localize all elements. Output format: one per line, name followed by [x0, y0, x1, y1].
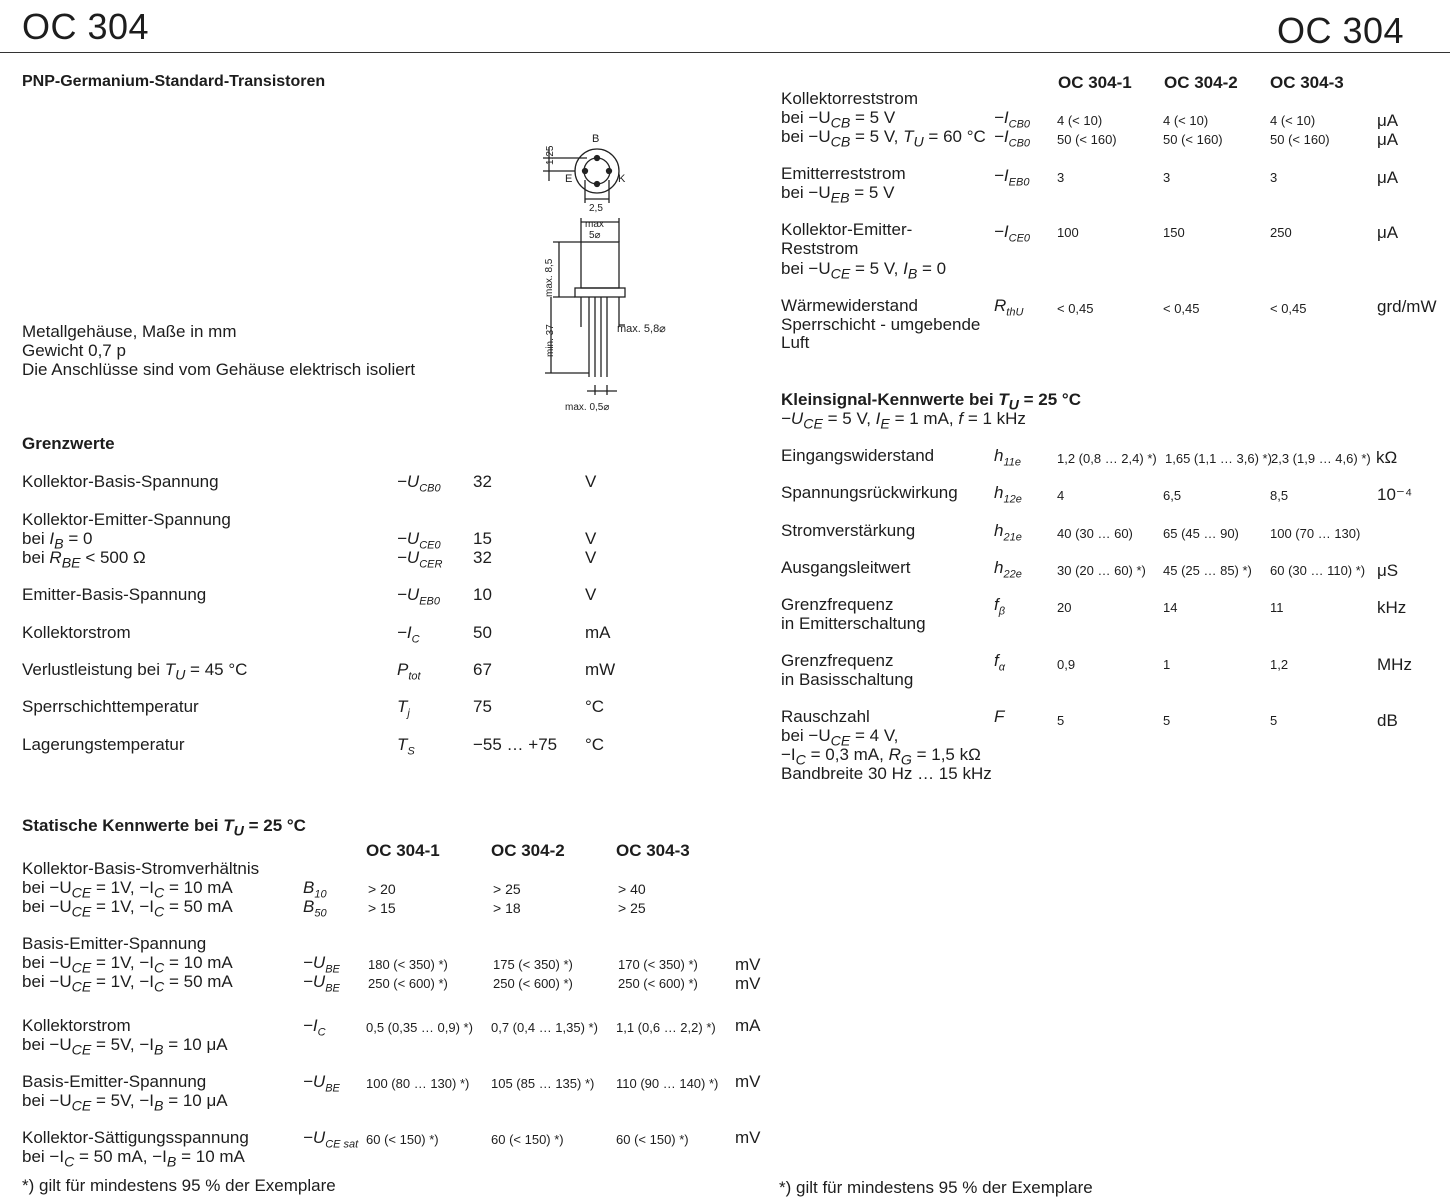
static-value: 100 (80 … 130) *)	[366, 1076, 470, 1091]
param-unit: μA	[1377, 111, 1399, 130]
param-condition: bei $-U_{CE} = 4$ V,	[781, 726, 899, 750]
param-label: Rauschzahl	[781, 707, 870, 726]
param-symbol: F	[994, 707, 1005, 726]
dim-max-0-5: max. 0,5⌀	[565, 402, 610, 413]
param-value: 50 (< 160)	[1057, 132, 1117, 147]
param-unit: μA	[1377, 223, 1399, 242]
static-condition: bei $-U_{CE} = 1V$, $-I_C = 50$ mA	[22, 972, 233, 996]
param-value: 60 (30 … 110) *)	[1270, 563, 1366, 578]
static-value: > 25	[493, 881, 521, 897]
param-label: Luft	[781, 333, 810, 352]
param-value: 11	[1270, 600, 1284, 615]
param-value: 3	[1270, 170, 1278, 185]
housing-line-2: Gewicht 0,7 p	[22, 341, 126, 360]
param-value: 6,5	[1163, 488, 1182, 503]
limit-unit: V	[585, 472, 597, 491]
param-value: 1,2	[1270, 657, 1289, 672]
static-value: 250 (< 600) *)	[368, 976, 448, 991]
param-condition: bei $-U_{CB} = 5$ V, $T_U = 60$ °C	[781, 127, 986, 151]
limit-unit: V	[585, 585, 597, 604]
static-unit: mV	[735, 1128, 761, 1147]
col-header-3: OC 304-3	[1270, 73, 1344, 92]
param-symbol: $-I_{EB0}$	[994, 166, 1030, 189]
param-label: Spannungsrückwirkung	[781, 483, 958, 502]
param-label: Grenzfrequenz	[781, 595, 894, 614]
param-symbol: $-I_{CE0}$	[994, 222, 1031, 245]
static-unit: mA	[735, 1016, 761, 1035]
param-value: 2,3 (1,9 … 4,6) *)	[1271, 451, 1371, 466]
small-signal-heading: Kleinsignal-Kennwerte bei $T_U = 25$ °C	[781, 390, 1081, 414]
static-unit: mV	[735, 1072, 761, 1091]
dim-5-diameter: 5⌀	[589, 230, 601, 241]
param-label: Stromverstärkung	[781, 521, 916, 540]
static-value: > 15	[368, 900, 396, 916]
param-symbol: $-I_{CB0}$	[994, 108, 1031, 131]
param-value: 5	[1270, 713, 1278, 728]
param-value: < 0,45	[1057, 301, 1094, 316]
static-label: Kollektor-Basis-Stromverhältnis	[22, 859, 260, 878]
param-value: 14	[1163, 600, 1178, 615]
side-view	[545, 218, 625, 395]
limit-symbol: $-U_{CE0}$	[397, 529, 441, 552]
param-symbol: $h_{12e}$	[994, 483, 1022, 506]
static-label: Kollektor-Sättigungsspannung	[22, 1128, 249, 1147]
param-value: 30 (20 … 60) *)	[1057, 563, 1146, 578]
param-label: Kollektorreststrom	[781, 89, 918, 108]
param-value: 3	[1057, 170, 1065, 185]
static-symbol: $B_{50}$	[303, 897, 327, 920]
limit-value: 32	[473, 548, 492, 567]
static-value: 175 (< 350) *)	[493, 957, 573, 972]
static-value: 110 (90 … 140) *)	[616, 1076, 719, 1091]
param-value: 50 (< 160)	[1163, 132, 1223, 147]
param-unit: kΩ	[1376, 448, 1398, 467]
static-unit: mV	[735, 974, 761, 993]
dim-max-5-8: max. 5,8⌀	[617, 323, 666, 335]
limit-value: 15	[473, 529, 492, 548]
dim-2-5: 2,5	[589, 203, 603, 214]
param-condition: Bandbreite 30 Hz … 15 kHz	[781, 764, 992, 783]
static-value: > 25	[618, 900, 646, 916]
param-symbol: $h_{21e}$	[994, 521, 1022, 544]
param-value: 20	[1057, 600, 1072, 615]
param-label: Reststrom	[781, 239, 859, 258]
param-value: 1	[1163, 657, 1171, 672]
static-label: Kollektorstrom	[22, 1016, 131, 1035]
pin-k-label: K	[618, 173, 626, 185]
param-value: 100 (70 … 130)	[1270, 526, 1361, 541]
dim-min-37: min. 37	[545, 324, 556, 357]
static-heading: Statische Kennwerte bei $T_U = 25$ °C	[22, 816, 306, 840]
param-value: 4 (< 10)	[1270, 113, 1316, 128]
limit-label: Emitter-Basis-Spannung	[22, 585, 207, 604]
static-condition: bei $-U_{CE} = 1V$, $-I_C = 10$ mA	[22, 878, 233, 902]
param-unit: μS	[1377, 561, 1399, 580]
limit-unit: V	[585, 548, 597, 567]
limit-condition: bei $R_{BE} < 500$ Ω	[22, 548, 146, 572]
param-label: Sperrschicht - umgebende	[781, 315, 981, 334]
static-value: 250 (< 600) *)	[618, 976, 698, 991]
param-unit: μA	[1377, 168, 1399, 187]
static-condition: bei $-U_{CE} = 1V$, $-I_C = 50$ mA	[22, 897, 233, 921]
static-value: > 40	[618, 881, 646, 897]
param-value: 4 (< 10)	[1057, 113, 1103, 128]
limit-unit: °C	[585, 697, 605, 716]
param-value: 4 (< 10)	[1163, 113, 1209, 128]
limit-label: Kollektor-Emitter-Spannung	[22, 510, 231, 529]
param-condition: bei $-U_{CE} = 5$ V, $I_B = 0$	[781, 259, 947, 283]
static-symbol: $-U_{BE}$	[303, 972, 340, 995]
param-label: in Emitterschaltung	[781, 614, 926, 633]
static-value: 0,5 (0,35 … 0,9) *)	[366, 1020, 473, 1035]
dim-max-8-5: max. 8,5	[544, 258, 555, 297]
param-value: < 0,45	[1270, 301, 1307, 316]
static-symbol: $-U_{BE}$	[303, 953, 340, 976]
param-symbol: $h_{22e}$	[994, 558, 1022, 581]
static-label: Basis-Emitter-Spannung	[22, 934, 207, 953]
static-condition: bei $-U_{CE} = 5V$, $-I_B = 10$ μA	[22, 1035, 228, 1059]
limit-value: −55 … +75	[473, 735, 558, 754]
param-symbol: $f_\alpha$	[994, 651, 1006, 674]
param-value: 250	[1270, 225, 1292, 240]
static-value: 60 (< 150) *)	[616, 1132, 689, 1147]
static-value: 1,1 (0,6 … 2,2) *)	[616, 1020, 716, 1035]
param-label: Grenzfrequenz	[781, 651, 894, 670]
small-signal-conditions: $-U_{CE} = 5$ V, $I_E = 1$ mA, f = 1 kHz	[781, 409, 1026, 433]
static-value: 250 (< 600) *)	[493, 976, 573, 991]
page-title-right: OC 304	[1277, 10, 1405, 51]
pin-b-label: B	[592, 133, 600, 145]
limit-symbol: $T_j$	[397, 697, 410, 720]
static-label: Basis-Emitter-Spannung	[22, 1072, 207, 1091]
package-diagram	[525, 125, 680, 415]
param-symbol: $h_{11e}$	[994, 446, 1022, 469]
limit-label: Sperrschichttemperatur	[22, 697, 199, 716]
limit-value: 32	[473, 472, 492, 491]
header-rule-left	[0, 52, 765, 53]
limit-unit: V	[585, 529, 597, 548]
param-label: Wärmewiderstand	[781, 296, 918, 315]
limit-symbol: $-U_{CER}$	[397, 548, 443, 571]
limit-symbol: $P_{tot}$	[397, 660, 421, 683]
limit-symbol: $-U_{CB0}$	[397, 472, 441, 495]
housing-line-1: Metallgehäuse, Maße in mm	[22, 322, 237, 341]
static-unit: mV	[735, 955, 761, 974]
param-value: 3	[1163, 170, 1171, 185]
param-value: 4	[1057, 488, 1065, 503]
param-symbol: $-I_{CB0}$	[994, 127, 1031, 150]
static-condition: bei $-U_{CE} = 5V$, $-I_B = 10$ μA	[22, 1091, 228, 1115]
limit-unit: °C	[585, 735, 605, 754]
param-value: 1,2 (0,8 … 2,4) *)	[1057, 451, 1157, 466]
dim-1-25: 1,25	[545, 145, 556, 165]
limit-condition: bei $I_B = 0$	[22, 529, 93, 553]
static-symbol: $-U_{BE}$	[303, 1072, 340, 1095]
param-symbol: $f_\beta$	[994, 595, 1006, 618]
static-value: 60 (< 150) *)	[366, 1132, 439, 1147]
param-label: Emitterreststrom	[781, 164, 906, 183]
param-value: 65 (45 … 90)	[1163, 526, 1239, 541]
limit-unit: mA	[585, 623, 611, 642]
param-value: 100	[1057, 225, 1079, 240]
footnote-right: *) gilt für mindestens 95 % der Exemplare	[779, 1178, 1093, 1197]
static-value: > 18	[493, 900, 521, 916]
col-header-3: OC 304-3	[616, 841, 690, 860]
param-label: Kollektor-Emitter-	[781, 220, 913, 239]
param-value: 1,65 (1,1 … 3,6) *)	[1165, 451, 1272, 466]
limit-label: Lagerungstemperatur	[22, 735, 185, 754]
static-value: 105 (85 … 135) *)	[491, 1076, 595, 1091]
col-header-1: OC 304-1	[1058, 73, 1132, 92]
header-rule-right	[765, 52, 1450, 53]
param-value: 0,9	[1057, 657, 1076, 672]
static-symbol: $B_{10}$	[303, 878, 327, 901]
param-label: Ausgangsleitwert	[781, 558, 911, 577]
param-unit: μA	[1377, 130, 1399, 149]
page-title-left: OC 304	[22, 6, 150, 47]
limit-label: Verlustleistung bei $T_U = 45$ °C	[22, 660, 248, 684]
limit-unit: mW	[585, 660, 616, 679]
limit-symbol: $-I_C$	[397, 623, 420, 646]
param-value: 45 (25 … 85) *)	[1163, 563, 1252, 578]
section-heading: PNP-Germanium-Standard-Transistoren	[22, 73, 326, 90]
param-label: Eingangswiderstand	[781, 446, 935, 465]
limit-symbol: $T_S$	[397, 735, 415, 758]
static-value: 0,7 (0,4 … 1,35) *)	[491, 1020, 598, 1035]
static-value: 180 (< 350) *)	[368, 957, 448, 972]
param-label: in Basisschaltung	[781, 670, 914, 689]
static-value: 60 (< 150) *)	[491, 1132, 564, 1147]
grenzwerte-heading: Grenzwerte	[22, 434, 115, 453]
param-value: < 0,45	[1163, 301, 1200, 316]
param-condition: $-I_C = 0,3$ mA, $R_G = 1,5$ kΩ	[781, 745, 981, 769]
static-symbol: $-U_{CE sat}$	[303, 1128, 359, 1151]
col-header-2: OC 304-2	[491, 841, 565, 860]
limit-symbol: $-U_{EB0}$	[397, 585, 441, 608]
col-header-1: OC 304-1	[366, 841, 440, 860]
param-unit: grd/mW	[1377, 297, 1437, 316]
dim-max-label: max	[585, 219, 604, 230]
limit-value: 10	[473, 585, 492, 604]
param-value: 50 (< 160)	[1270, 132, 1330, 147]
static-condition: bei $-I_C = 50$ mA, $-I_B = 10$ mA	[22, 1147, 245, 1171]
limit-label: Kollektorstrom	[22, 623, 131, 642]
param-unit: 10⁻⁴	[1377, 485, 1413, 504]
static-condition: bei $-U_{CE} = 1V$, $-I_C = 10$ mA	[22, 953, 233, 977]
col-header-2: OC 304-2	[1164, 73, 1238, 92]
limit-value: 75	[473, 697, 492, 716]
param-value: 8,5	[1270, 488, 1289, 503]
param-unit: dB	[1377, 711, 1398, 730]
limit-label: Kollektor-Basis-Spannung	[22, 472, 219, 491]
param-symbol: $R_{thU}$	[994, 296, 1024, 319]
limit-value: 67	[473, 660, 492, 679]
param-value: 5	[1163, 713, 1171, 728]
param-value: 5	[1057, 713, 1065, 728]
static-value: 170 (< 350) *)	[618, 957, 698, 972]
param-unit: kHz	[1377, 598, 1407, 617]
housing-line-3: Die Anschlüsse sind vom Gehäuse elektrisch isoliert	[22, 360, 416, 379]
param-value: 40 (30 … 60)	[1057, 526, 1133, 541]
param-unit: MHz	[1377, 655, 1412, 674]
param-condition: bei $-U_{EB} = 5$ V	[781, 183, 895, 207]
param-value: 150	[1163, 225, 1185, 240]
limit-value: 50	[473, 623, 492, 642]
footnote-left: *) gilt für mindestens 95 % der Exemplare	[22, 1176, 336, 1195]
param-condition: bei $-U_{CB} = 5$ V	[781, 108, 896, 132]
static-symbol: $-I_C$	[303, 1016, 326, 1039]
static-value: > 20	[368, 881, 396, 897]
pin-e-label: E	[565, 173, 573, 185]
